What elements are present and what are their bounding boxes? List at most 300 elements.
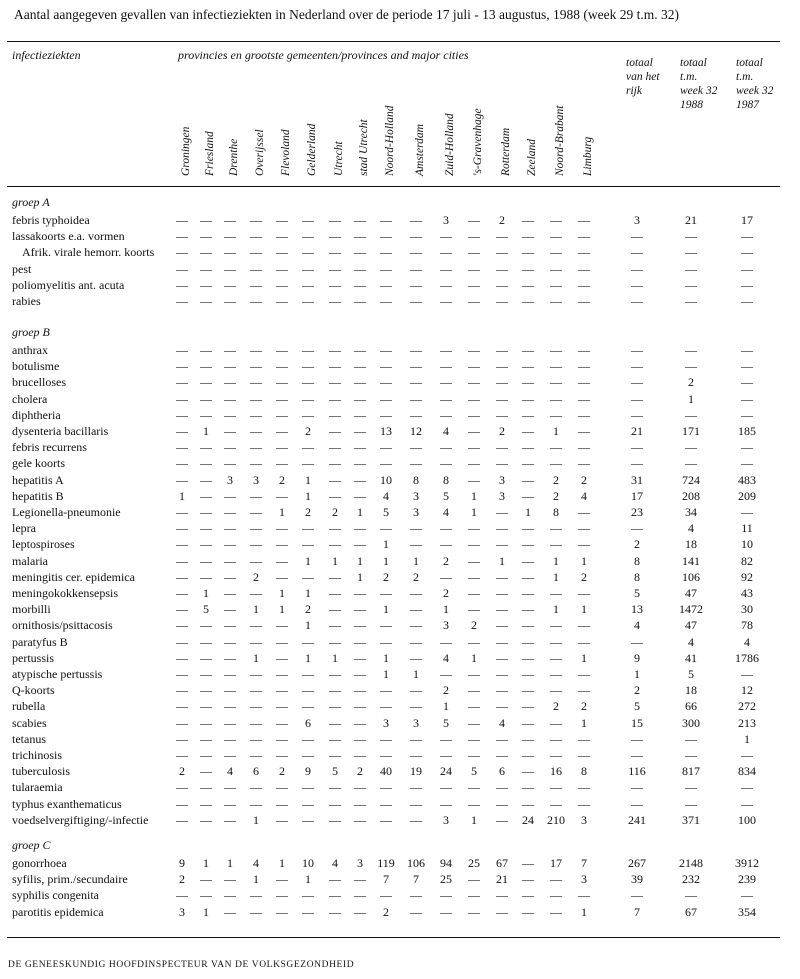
- column-label: Drenthe: [228, 138, 240, 176]
- table-cell: —: [329, 245, 341, 260]
- table-row: [0, 683, 800, 698]
- total-cell: —: [685, 359, 697, 374]
- table-cell: —: [468, 586, 480, 600]
- table-cell: —: [354, 245, 366, 260]
- table-cell: —: [250, 667, 262, 681]
- total-cell: 41: [685, 650, 697, 665]
- table-cell: —: [468, 602, 480, 617]
- table-cell: —: [224, 229, 236, 244]
- table-cell: 1: [279, 586, 285, 600]
- disease-name: atypische pertussis: [12, 667, 103, 681]
- total-cell: 67: [685, 904, 697, 919]
- table-cell: —: [522, 261, 534, 276]
- disease-name: febris recurrens: [12, 440, 87, 455]
- table-cell: 1: [203, 856, 209, 870]
- table-cell: —: [224, 261, 236, 276]
- table-cell: —: [380, 407, 392, 422]
- table-cell: —: [440, 359, 452, 374]
- totals-label-line: t.m.: [680, 71, 698, 83]
- table-cell: —: [354, 796, 366, 811]
- table-cell: —: [224, 407, 236, 422]
- table-cell: —: [522, 764, 534, 779]
- table-cell: —: [276, 634, 288, 649]
- table-cell: —: [250, 391, 262, 406]
- table-cell: 2: [305, 505, 311, 519]
- table-cell: —: [522, 618, 534, 633]
- table-cell: —: [440, 456, 452, 471]
- table-cell: —: [380, 456, 392, 471]
- table-cell: —: [329, 683, 341, 698]
- table-cell: —: [380, 391, 392, 406]
- table-cell: 10: [380, 472, 392, 487]
- table-cell: —: [496, 375, 508, 390]
- table-cell: —: [522, 359, 534, 374]
- table-cell: —: [354, 375, 366, 390]
- total-cell: —: [741, 888, 753, 903]
- table-cell: 1: [525, 505, 531, 519]
- table-cell: —: [550, 618, 562, 633]
- table-cell: —: [468, 634, 480, 649]
- table-cell: —: [276, 440, 288, 455]
- table-cell: —: [224, 359, 236, 374]
- total-cell: 141: [682, 553, 700, 568]
- table-cell: —: [224, 294, 236, 308]
- table-cell: 94: [440, 856, 452, 870]
- table-cell: 1: [413, 667, 419, 681]
- table-cell: —: [440, 537, 452, 552]
- table-row: [0, 489, 800, 504]
- table-cell: 1: [581, 904, 587, 919]
- table-cell: —: [354, 407, 366, 422]
- total-cell: —: [631, 261, 643, 276]
- total-cell: 10: [741, 537, 753, 552]
- table-cell: —: [276, 748, 288, 762]
- table-cell: —: [276, 277, 288, 292]
- table-cell: 1: [305, 650, 311, 665]
- table-cell: —: [550, 537, 562, 552]
- table-cell: —: [440, 731, 452, 746]
- table-cell: 5: [443, 488, 449, 503]
- table-cell: —: [440, 375, 452, 390]
- table-cell: 2: [581, 472, 587, 487]
- table-cell: —: [410, 294, 422, 308]
- table-cell: —: [276, 456, 288, 471]
- table-row: [0, 602, 800, 617]
- table-cell: —: [329, 456, 341, 471]
- table-cell: —: [468, 888, 480, 903]
- table-row: [0, 618, 800, 633]
- table-cell: 1: [253, 650, 259, 665]
- table-cell: —: [354, 424, 366, 438]
- table-cell: —: [176, 245, 188, 260]
- table-cell: —: [410, 586, 422, 600]
- table-cell: —: [354, 229, 366, 244]
- table-cell: —: [176, 537, 188, 552]
- table-cell: —: [550, 731, 562, 746]
- total-cell: 82: [741, 553, 753, 568]
- table-cell: —: [496, 569, 508, 584]
- total-cell: 4: [744, 634, 750, 649]
- table-cell: 3: [413, 488, 419, 503]
- table-cell: 4: [332, 856, 338, 870]
- table-cell: —: [354, 667, 366, 681]
- table-cell: —: [250, 245, 262, 260]
- table-cell: —: [329, 488, 341, 503]
- table-cell: 1: [553, 602, 559, 617]
- table-cell: —: [224, 456, 236, 471]
- column-label: stad Utrecht: [358, 119, 370, 176]
- table-cell: 17: [550, 856, 562, 870]
- table-cell: —: [550, 229, 562, 244]
- table-cell: —: [578, 521, 590, 536]
- table-cell: —: [302, 261, 314, 276]
- table-cell: 2: [553, 472, 559, 487]
- table-cell: —: [522, 888, 534, 903]
- table-row: [0, 764, 800, 779]
- group-heading: groep C: [12, 838, 51, 852]
- table-cell: 1: [553, 569, 559, 584]
- table-cell: —: [578, 667, 590, 681]
- table-cell: —: [200, 699, 212, 714]
- disease-name: scabies: [12, 715, 47, 730]
- total-cell: 21: [631, 424, 643, 438]
- table-cell: —: [176, 553, 188, 568]
- total-cell: —: [685, 888, 697, 903]
- table-cell: 1: [227, 856, 233, 870]
- total-cell: —: [631, 634, 643, 649]
- table-cell: —: [440, 391, 452, 406]
- table-cell: —: [276, 343, 288, 357]
- disease-name: hepatitis B: [12, 488, 64, 503]
- table-cell: 1: [443, 699, 449, 714]
- table-cell: —: [522, 440, 534, 455]
- table-cell: 3: [581, 872, 587, 887]
- total-cell: —: [741, 277, 753, 292]
- total-cell: —: [741, 294, 753, 308]
- disease-name: poliomyelitis ant. acuta: [12, 277, 125, 292]
- total-cell: 300: [682, 715, 700, 730]
- table-cell: —: [496, 407, 508, 422]
- table-cell: —: [380, 634, 392, 649]
- table-cell: —: [354, 618, 366, 633]
- table-cell: 4: [581, 488, 587, 503]
- table-cell: 2: [443, 586, 449, 600]
- table-cell: —: [496, 261, 508, 276]
- table-row: [0, 748, 800, 763]
- table-cell: —: [176, 407, 188, 422]
- table-cell: —: [329, 634, 341, 649]
- table-cell: 3: [413, 505, 419, 519]
- table-cell: —: [250, 261, 262, 276]
- table-cell: —: [496, 699, 508, 714]
- table-cell: —: [468, 904, 480, 919]
- total-cell: 354: [738, 904, 756, 919]
- table-cell: —: [354, 537, 366, 552]
- table-cell: —: [578, 505, 590, 519]
- table-cell: —: [578, 780, 590, 795]
- total-cell: —: [741, 359, 753, 374]
- table-cell: —: [496, 294, 508, 308]
- table-cell: —: [380, 229, 392, 244]
- table-cell: —: [176, 569, 188, 584]
- total-cell: —: [741, 780, 753, 795]
- table-row: [0, 537, 800, 552]
- total-cell: —: [685, 456, 697, 471]
- table-cell: 3: [179, 904, 185, 919]
- totals-label-line: totaal: [736, 57, 763, 69]
- table-cell: —: [410, 780, 422, 795]
- footer-signature: DE GENEESKUNDIG HOOFDINSPECTEUR VAN DE VOLKSGEZONDHEID: [8, 960, 355, 970]
- table-cell: —: [302, 569, 314, 584]
- table-cell: —: [522, 375, 534, 390]
- table-cell: 1: [357, 553, 363, 568]
- total-cell: 100: [738, 812, 756, 827]
- table-cell: —: [522, 537, 534, 552]
- total-cell: 724: [682, 472, 700, 487]
- table-cell: 4: [443, 650, 449, 665]
- table-cell: —: [410, 375, 422, 390]
- total-cell: 12: [741, 683, 753, 698]
- total-cell: —: [741, 407, 753, 422]
- table-cell: —: [550, 375, 562, 390]
- table-row: [0, 716, 800, 731]
- table-cell: —: [200, 343, 212, 357]
- table-cell: —: [224, 796, 236, 811]
- table-cell: —: [522, 796, 534, 811]
- total-cell: 834: [738, 764, 756, 779]
- table-cell: —: [176, 213, 188, 227]
- table-cell: —: [496, 537, 508, 552]
- table-cell: —: [302, 812, 314, 827]
- table-cell: —: [522, 424, 534, 438]
- table-cell: —: [354, 780, 366, 795]
- table-cell: —: [468, 472, 480, 487]
- disease-name: ornithosis/psittacosis: [12, 618, 113, 633]
- table-row: [0, 554, 800, 569]
- total-cell: —: [631, 359, 643, 374]
- table-cell: —: [496, 391, 508, 406]
- table-cell: —: [250, 277, 262, 292]
- table-cell: 3: [443, 213, 449, 227]
- table-cell: —: [176, 359, 188, 374]
- table-cell: —: [550, 872, 562, 887]
- total-cell: —: [631, 229, 643, 244]
- total-cell: 208: [682, 488, 700, 503]
- table-cell: 1: [581, 650, 587, 665]
- group-heading: groep B: [12, 325, 50, 339]
- table-cell: —: [224, 650, 236, 665]
- table-cell: —: [176, 261, 188, 276]
- table-cell: —: [302, 391, 314, 406]
- total-cell: —: [685, 731, 697, 746]
- table-cell: —: [380, 359, 392, 374]
- table-cell: —: [200, 440, 212, 455]
- table-cell: —: [550, 343, 562, 357]
- table-cell: —: [329, 618, 341, 633]
- disease-name: rubella: [12, 699, 46, 714]
- table-row: [0, 732, 800, 747]
- total-cell: —: [685, 748, 697, 762]
- table-cell: —: [176, 683, 188, 698]
- table-cell: —: [250, 521, 262, 536]
- table-cell: —: [496, 650, 508, 665]
- table-cell: —: [496, 277, 508, 292]
- table-cell: 106: [407, 856, 425, 870]
- column-label: Gelderland: [306, 123, 318, 176]
- table-cell: —: [276, 537, 288, 552]
- table-cell: 1: [253, 872, 259, 887]
- table-cell: 1: [553, 553, 559, 568]
- total-cell: —: [631, 407, 643, 422]
- table-row: [0, 262, 800, 277]
- table-cell: —: [176, 812, 188, 827]
- table-cell: 1: [203, 424, 209, 438]
- table-cell: —: [496, 796, 508, 811]
- table-cell: —: [250, 505, 262, 519]
- disease-name: rabies: [12, 294, 41, 308]
- header-rule: [7, 186, 780, 187]
- table-cell: —: [380, 731, 392, 746]
- table-cell: —: [578, 537, 590, 552]
- table-cell: 1: [305, 472, 311, 487]
- table-row: [0, 456, 800, 471]
- table-row: [0, 359, 800, 374]
- table-cell: —: [329, 472, 341, 487]
- table-cell: 5: [332, 764, 338, 779]
- table-cell: —: [550, 245, 562, 260]
- table-cell: —: [440, 748, 452, 762]
- table-cell: —: [522, 391, 534, 406]
- totals-label-line: totaal: [626, 57, 653, 69]
- table-cell: —: [496, 683, 508, 698]
- table-cell: —: [176, 650, 188, 665]
- table-cell: —: [200, 634, 212, 649]
- table-cell: —: [468, 715, 480, 730]
- total-cell: —: [741, 343, 753, 357]
- table-row: [0, 667, 800, 682]
- total-cell: 3: [634, 213, 640, 227]
- table-cell: 1: [471, 812, 477, 827]
- table-cell: —: [550, 213, 562, 227]
- table-cell: —: [250, 699, 262, 714]
- group-heading: groep A: [12, 195, 50, 209]
- table-cell: —: [578, 391, 590, 406]
- total-cell: 78: [741, 618, 753, 633]
- table-row: [0, 229, 800, 244]
- table-cell: —: [440, 245, 452, 260]
- table-cell: —: [410, 683, 422, 698]
- table-cell: —: [200, 277, 212, 292]
- column-label: Overijssel: [254, 129, 266, 176]
- column-label: Zeeland: [526, 138, 538, 176]
- table-cell: —: [354, 586, 366, 600]
- table-title: Aantal aangegeven gevallen van infectieziekten in Nederland over de periode 17 juli - 13 augustus, 1988 (week 29 t.m. 32): [14, 7, 680, 22]
- table-cell: —: [224, 780, 236, 795]
- table-cell: —: [250, 229, 262, 244]
- table-cell: —: [329, 731, 341, 746]
- table-cell: —: [250, 780, 262, 795]
- table-cell: —: [496, 618, 508, 633]
- total-cell: 371: [682, 812, 700, 827]
- total-cell: 23: [631, 505, 643, 519]
- table-cell: —: [410, 456, 422, 471]
- table-cell: —: [329, 748, 341, 762]
- table-cell: 1: [471, 505, 477, 519]
- table-cell: —: [410, 812, 422, 827]
- table-cell: —: [329, 407, 341, 422]
- table-cell: —: [522, 872, 534, 887]
- table-cell: —: [522, 780, 534, 795]
- table-cell: —: [329, 602, 341, 617]
- total-cell: 92: [741, 569, 753, 584]
- table-cell: —: [410, 245, 422, 260]
- table-cell: —: [329, 569, 341, 584]
- table-cell: —: [440, 569, 452, 584]
- table-cell: —: [224, 569, 236, 584]
- table-cell: —: [440, 667, 452, 681]
- table-cell: —: [522, 488, 534, 503]
- table-cell: —: [354, 294, 366, 308]
- table-cell: —: [354, 699, 366, 714]
- table-cell: 1: [383, 650, 389, 665]
- table-cell: —: [302, 294, 314, 308]
- table-cell: 1: [581, 602, 587, 617]
- table-cell: 13: [380, 424, 392, 438]
- table-cell: —: [410, 440, 422, 455]
- disease-name: Afrik. virale hemorr. koorts: [22, 245, 155, 260]
- total-cell: 483: [738, 472, 756, 487]
- table-row: [0, 888, 800, 903]
- table-cell: —: [329, 359, 341, 374]
- table-cell: —: [276, 407, 288, 422]
- table-cell: —: [468, 407, 480, 422]
- table-cell: —: [522, 699, 534, 714]
- table-cell: —: [276, 521, 288, 536]
- table-cell: —: [329, 812, 341, 827]
- table-cell: —: [200, 812, 212, 827]
- table-cell: —: [468, 699, 480, 714]
- table-cell: —: [302, 277, 314, 292]
- table-cell: —: [380, 440, 392, 455]
- table-cell: 8: [443, 472, 449, 487]
- table-cell: —: [329, 294, 341, 308]
- total-cell: —: [741, 748, 753, 762]
- table-cell: 3: [443, 812, 449, 827]
- table-cell: —: [176, 424, 188, 438]
- table-cell: —: [354, 602, 366, 617]
- table-row: [0, 440, 800, 455]
- table-cell: —: [578, 359, 590, 374]
- table-cell: —: [250, 488, 262, 503]
- total-cell: 11: [741, 521, 753, 536]
- table-cell: —: [224, 375, 236, 390]
- table-cell: 2: [413, 569, 419, 584]
- total-cell: 209: [738, 488, 756, 503]
- table-cell: 10: [302, 856, 314, 870]
- table-cell: 3: [581, 812, 587, 827]
- table-cell: —: [380, 748, 392, 762]
- table-cell: —: [410, 407, 422, 422]
- table-cell: —: [302, 667, 314, 681]
- table-cell: 1: [581, 715, 587, 730]
- table-cell: 8: [581, 764, 587, 779]
- total-cell: —: [631, 245, 643, 260]
- table-cell: —: [302, 521, 314, 536]
- table-cell: 1: [305, 618, 311, 633]
- table-cell: —: [550, 634, 562, 649]
- column-label: Noord-Brabant: [554, 105, 566, 176]
- table-cell: —: [176, 229, 188, 244]
